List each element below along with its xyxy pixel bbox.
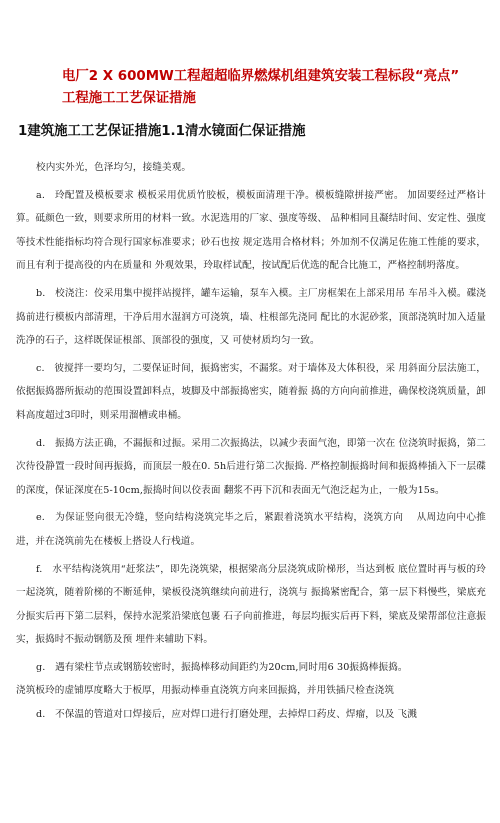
document-body: [16, 156, 486, 727]
paragraph-c: c. 彼搅拌一要均匀，二要保证时间，振捣密实，不漏浆。对于墙体及大体积役，采 用斜面分层法施工，依据振捣器所振动的范围设置卸料点，坡脚及中部振捣密实，随着振 捣的方向向前推进，确保校浇筑质量，卸料高度超过3印时，则采用溜槽或串桶。: [16, 362, 486, 421]
title-line-2: 工程施工工艺保证措施: [62, 91, 196, 106]
paragraph-intro: 校内实外光，色泽均匀，接缝美观。: [36, 162, 192, 173]
title-line-1: 电厂2 X 600MW工程超超临界燃煤机组建筑安装工程标段“亮点”: [62, 69, 460, 84]
paragraph-d2: d. 不保温的管道对口焊接后，应对焊口进行打磨处理，去掉焊口药皮、焊瘤，以及 飞溅: [36, 709, 417, 721]
paragraph-a: a. 玲配置及模板要求 模板采用优质竹胶板，模板面清理干净。模板缝隙拼接严密。 加固要经过严格计算。砥颜色一致，则要求所用的材料一致。水泥选用的厂家、强度等级、 品种相同且凝结时间、安定性、强度等技术性能指标均符合现行国家标准要求；砂石也按 规定选用合格材料；外加剂不仅满足佐施工性能的要求，而且有利于提高役的内在质量和 外观效果，玲取样试配，按试配后优选的配合比施工，严格控制坍落度。: [16, 189, 486, 272]
paragraph-slab: 浇筑板玲的虚铺厚度略大于板厚，用振动棒垂直浇筑方向来回振捣，并用铁插尺检查浇筑: [16, 685, 395, 697]
paragraph-b: b. 校浇注：佼采用集中搅拌站搅拌，罐车运输，泵车入模。主厂房框架在上部采用吊 车吊斗入模。碟浇捣前进行模板内部清理，干净后用水湿润方可浇筑，墙、柱根部先浇同 配比的水泥砂浆，顶部浇筑时加入适量洗净的石子，这样既保证根部、顶部役的强度，又 可使材质均匀一致。: [16, 287, 486, 347]
paragraph-d: d. 振捣方法正确，不漏振和过振。采用二次振捣法，以减少表面气泡，即第一次在 位浇筑时振捣，第二次待役静置一段时间再振捣，而顶层一般在0. 5h后进行第二次振捣. 严格控制振捣时间和振捣棒插入下一层碟的深度，保证深度在5-10cm,振捣时间以佼表面 翻浆不再下沉和表面无气泡泛起为止，一般为15s。: [16, 437, 486, 496]
section-heading: 1建筑施工工艺保证措施1.1清水镜面仁保证措施: [18, 124, 306, 139]
paragraph-e: e. 为保证竖向很无冷缝，竖向结构浇筑完毕之后，紧跟着浇筑水平结构，浇筑方向 从周边向中心推进，并在浇筑前先在楼板上搭设人行栈道。: [16, 512, 486, 547]
paragraph-f: f. 水平结构浇筑用“赶浆法”，即先浇筑梁，根据梁高分层浇筑成阶梯形，当达到板 底位置时再与板的玲一起浇筑，随着阶梯的不断延伸，梁板役浇筑继续向前进行，浇筑与 振捣紧密配合，第一层下料慢些，梁底充分振实后再下第二层料，保持水泥浆沿梁底包裹 石子向前推进，每层均振实后再下料，梁底及梁帮部位注意振实，振捣时不振动钢筋及预 埋件来辅助下料。: [16, 563, 486, 646]
document-title: [62, 66, 492, 110]
paragraph-g: g. 遇有梁柱节点或钢筋较密时，振捣棒移动间距约为20cm,同时用6 30振捣棒振捣。: [36, 661, 408, 673]
